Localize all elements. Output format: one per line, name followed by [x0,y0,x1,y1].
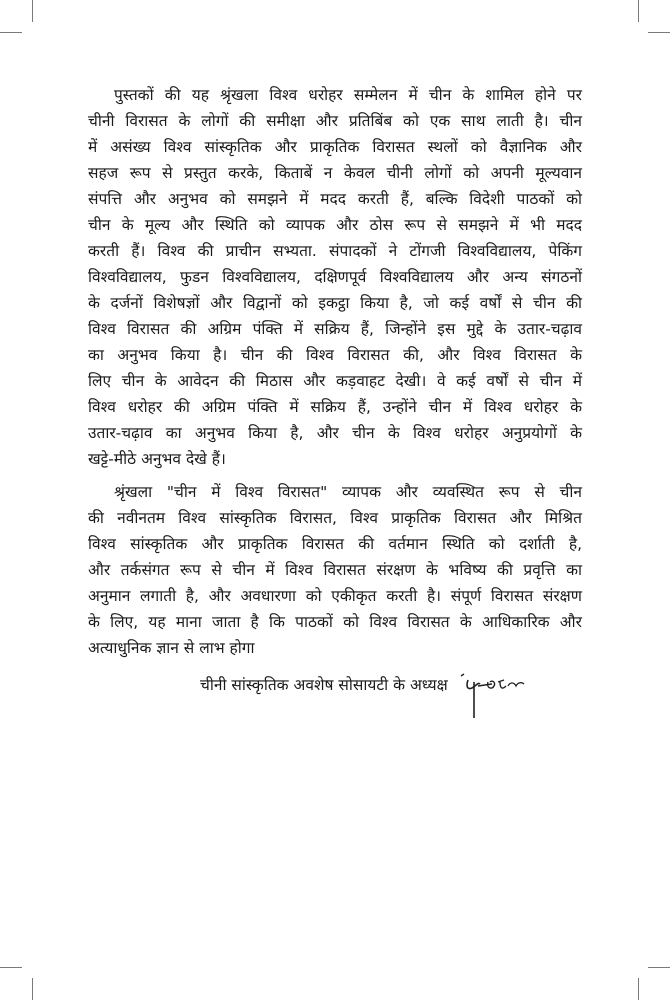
text-line: अनुमान लगाती है, और अवधारणा को एकीकृत करती है। संपूर्ण विरासत संरक्षण [88,587,582,605]
text-line: लिए चीन के आवेदन की मिठास और कड़वाहट देखी। वे कई वर्षों से चीन में [88,372,582,390]
text-line: का अनुभव किया है। चीन की विश्व विरासत की, और विश्व विरासत के [88,346,582,364]
text-line: चीन के मूल्य और स्थिति को व्यापक और ठोस रूप से समझने में भी मदद [88,216,582,234]
paragraph-2 [88,479,582,661]
crop-mark-bottom-right-horizontal [648,967,670,968]
text-line: सहज रूप से प्रस्तुत करके, किताबें न केवल चीनी लोगों को अपनी मूल्यवान [88,164,582,182]
text-line: खट्टे-मीठे अनुभव देखे हैं। [88,450,226,468]
body-text-2 [88,479,582,661]
text-line: पुस्तकों की यह श्रृंखला विश्व धरोहर सम्मेलन में चीन के शामिल होने पर [114,86,582,104]
crop-mark-bottom-left-vertical [32,978,33,1000]
text-line: के लिए, यह माना जाता है कि पाठकों को विश्व विरासत के आधिकारिक और [88,613,582,631]
crop-mark-top-left-vertical [32,0,33,22]
text-line: विश्व सांस्कृतिक और प्राकृतिक विरासत की वर्तमान स्थिति को दर्शाती है, [88,535,582,553]
text-line: की नवीनतम विश्व सांस्कृतिक विरासत, विश्व प्राकृतिक विरासत और मिश्रित [88,509,582,527]
handwritten-signature-icon [458,672,528,722]
text-line: विश्व विरासत की अग्रिम पंक्ति में सक्रिय हैं, जिन्होंने इस मुद्दे के उतार-चढ़ाव [88,320,582,338]
text-line: के दर्जनों विशेषज्ञों और विद्वानों को इकट्ठा किया है, जो कई वर्षों से चीन की [88,294,582,312]
crop-mark-bottom-left-horizontal [0,967,22,968]
text-line: अत्याधुनिक ज्ञान से लाभ होगा [88,639,255,657]
body-text [88,82,582,472]
crop-mark-top-right-vertical [638,0,639,22]
text-line: उतार-चढ़ाव का अनुभव किया है, और चीन के विश्व धरोहर अनुप्रयोगों के [88,424,582,442]
crop-mark-top-right-horizontal [648,32,670,33]
crop-mark-bottom-right-vertical [638,978,639,1000]
text-line: श्रृंखला "चीन में विश्व विरासत" व्यापक और व्यवस्थित रूप से चीन [114,483,582,501]
paragraph-1 [88,82,582,472]
text-line: विश्व धरोहर की अग्रिम पंक्ति में सक्रिय हैं, उन्होंने चीन में विश्व धरोहर के [88,398,582,416]
text-line: विश्वविद्यालय, फुडन विश्वविद्यालय, दक्षिणपूर्व विश्वविद्यालय और अन्य संगठनों [88,268,582,286]
crop-mark-top-left-horizontal [0,32,22,33]
text-line: संपत्ति और अनुभव को समझने में मदद करती हैं, बल्कि विदेशी पाठकों को [88,190,582,208]
text-line: चीनी विरासत के लोगों की समीक्षा और प्रतिबिंब को एक साथ लाती है। चीन [88,112,582,130]
text-line: में असंख्य विश्व सांस्कृतिक और प्राकृतिक विरासत स्थलों को वैज्ञानिक और [88,138,582,156]
text-line: करती हैं। विश्व की प्राचीन सभ्यता. संपादकों ने टोंगजी विश्वविद्यालय, पेकिंग [88,242,582,260]
signatory-title: चीनी सांस्कृतिक अवशेष सोसायटी के अध्यक्ष [200,676,448,694]
signature-block [200,672,528,722]
text-line: और तर्कसंगत रूप से चीन में विश्व विरासत संरक्षण के भविष्य की प्रवृत्ति का [88,561,582,579]
